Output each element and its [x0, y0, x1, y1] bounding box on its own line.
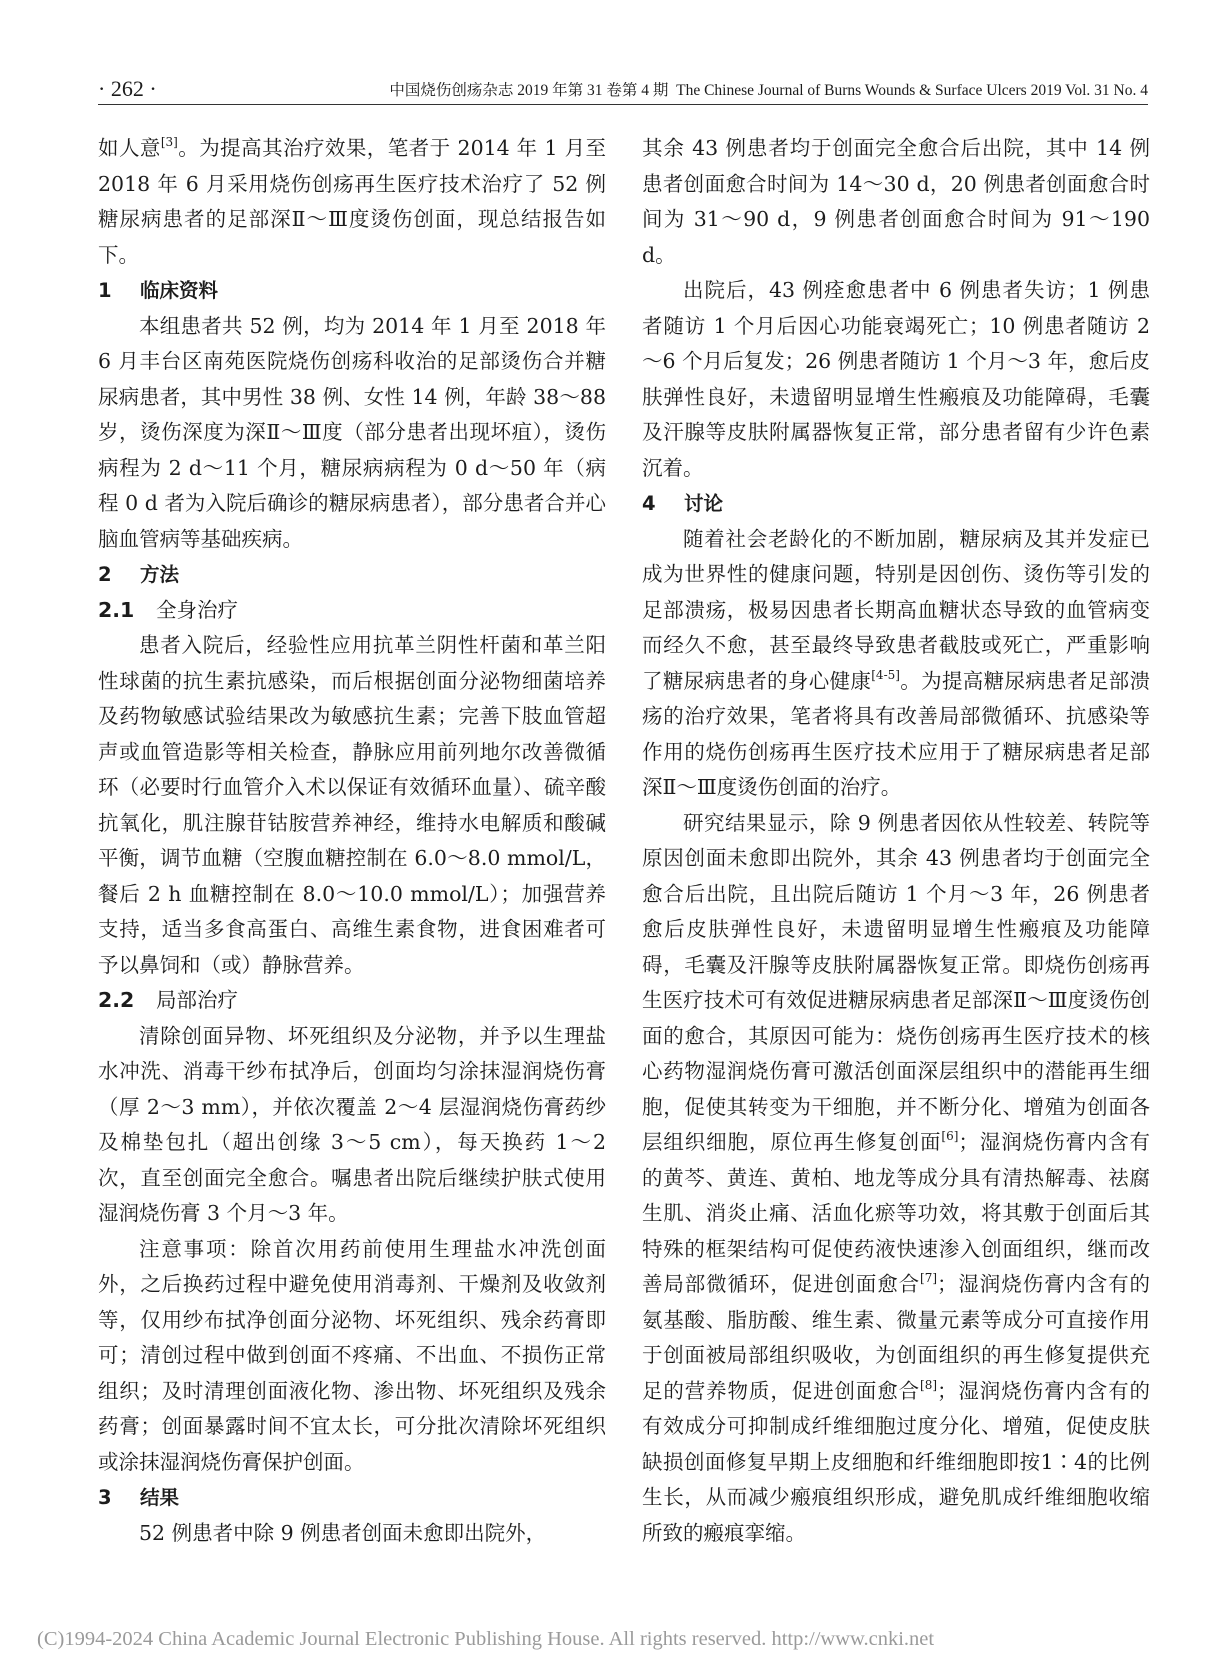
- citation-ref: [7]: [920, 1271, 938, 1285]
- results-paragraph-continued: 其余 43 例患者均于创面完全愈合后出院，其中 14 例患者创面愈合时间为 14～30 d，20 例患者创面愈合时间为 31～90 d，9 例患者创面愈合时间为 91～190 d。: [642, 136, 1150, 267]
- intro-paragraph: 如人意[3]。为提高其治疗效果，笔者于 2014 年 1 月至 2018 年 6 月采用烧伤创疡再生医疗技术治疗了 52 例糖尿病患者的足部深Ⅱ～Ⅲ度烫伤创面，现总结报告如下。: [98, 135, 607, 267]
- clinical-paragraph: 本组患者共 52 例，均为 2014 年 1 月至 2018 年 6 月丰台区南苑医院烧伤创疡科收治的足部烫伤合并糖尿病患者，其中男性 38 例、女性 14 例，年龄 38～88 岁，烫伤深度为深Ⅱ～Ⅲ度（部分患者出现坏疽），烫伤病程为 2 d～11 个月，糖尿病病程为 0 d～50 年（病程 0 d 者为入院后确诊的糖尿病患者），部分患者合并心脑血管病等基础疾病。: [98, 313, 606, 551]
- subsection-heading-systemic: 2.1 全身治疗: [98, 597, 238, 622]
- page-header: [98, 72, 1148, 106]
- right-column: [642, 131, 1150, 1551]
- citation-ref: [6]: [941, 1129, 959, 1143]
- notes-paragraph: 注意事项：除首次用药前使用生理盐水冲洗创面外，之后换药过程中避免使用消毒剂、干燥剂及收敛剂等，仅用纱布拭净创面分泌物、坏死组织、残余药膏即可；清创过程中做到创面不疼痛、不出血、不损伤正常组织；及时清理创面液化物、渗出物、坏死组织及残余药膏；创面暴露时间不宜太长，可分批次清除坏死组织或涂抹湿润烧伤膏保护创面。: [98, 1236, 606, 1474]
- left-column: [98, 131, 606, 1551]
- header-rule: [98, 104, 1148, 105]
- running-head: [389, 78, 1148, 100]
- section-heading-clinical: 1 临床资料: [98, 279, 219, 302]
- citation-ref: [4-5]: [871, 667, 900, 682]
- local-treatment-paragraph: 清除创面异物、坏死组织及分泌物，并予以生理盐水冲洗、消毒干纱布拭净后，创面均匀涂抹湿润烧伤膏（厚 2～3 mm），并依次覆盖 2～4 层湿润烧伤膏药纱及棉垫包扎（超出创缘 3～5 cm），每天换药 1～2 次，直至创面完全愈合。嘱患者出院后继续护肤式使用湿润烧伤膏 3 个月～3 年。: [98, 1023, 606, 1225]
- discussion-paragraph-2: 研究结果显示，除 9 例患者因依从性较差、转院等原因创面未愈即出院外，其余 43 例患者均于创面完全愈合后出院，且出院后随访 1 个月～3 年，26 例患者愈后皮肤弹性良好，未遗留明显增生性瘢痕及功能障碍，毛囊及汗腺等皮肤附属器恢复正常。即烧伤创疡再生医疗技术可有效促进糖尿病患者足部深Ⅱ～Ⅲ度烫伤创面的愈合，其原因可能为：烧伤创疡再生医疗技术的核心药物湿润烧伤膏可激活创面深层组织中的潜能再生细胞，促使其转变为干细胞，并不断分化、增殖为创面各层组织细胞，原位再生修复创面[6]；湿润烧伤膏内含有的黄芩、黄连、黄柏、地龙等成分具有清热解毒、祛腐生肌、消炎止痛、活血化瘀等功效，将其敷于创面后其特殊的框架结构可促使药液快速渗入创面组织，继而改善局部微循环，促进创面愈合[7]；湿润烧伤膏内含有的氨基酸、脂肪酸、维生素、微量元素等成分可直接作用于创面被局部组织吸收，为创面组织的再生修复提供充足的营养物质，促进创面愈合[8]；湿润烧伤膏内含有的有效成分可抑制成纤维细胞过度分化、增殖，促使皮肤缺损创面修复早期上皮细胞和纤维细胞即按1∶4的比例生长，从而减少瘢痕组织形成，避免肌成纤维细胞收缩所致的瘢痕挛缩。: [642, 810, 1151, 1545]
- citation-ref: [8]: [920, 1377, 938, 1392]
- journal-title-zh: 中国烧伤创疡杂志 2019 年第 31 卷第 4 期: [389, 82, 669, 99]
- section-heading-discussion: 4 讨论: [642, 492, 724, 515]
- section-heading-results: 3 结果: [98, 1486, 180, 1509]
- copyright-footer: (C)1994-2024 China Academic Journal Electronic Publishing House. All rights reserved. http://www.cnki.net: [37, 1628, 935, 1650]
- section-heading-methods: 2 方法: [98, 563, 180, 586]
- page-number: · 262 ·: [98, 76, 157, 101]
- discussion-paragraph-1: 随着社会老龄化的不断加剧，糖尿病及其并发症已成为世界性的健康问题，特别是因创伤、烫伤等引发的足部溃疡，极易因患者长期高血糖状态导致的血管病变而经久不愈，甚至最终导致患者截肢或死亡，严重影响了糖尿病患者的身心健康[4-5]。为提高糖尿病患者足部溃疡的治疗效果，笔者将具有改善局部微循环、抗感染等作用的烧伤创疡再生医疗技术应用于了糖尿病患者足部深Ⅱ～Ⅲ度烫伤创面的治疗。: [642, 526, 1151, 799]
- results-paragraph-start: 52 例患者中除 9 例患者创面未愈即出院外，: [139, 1520, 547, 1545]
- followup-paragraph: 出院后，43 例痊愈患者中 6 例患者失访；1 例患者随访 1 个月后因心功能衰竭死亡；10 例患者随访 2～6 个月后复发；26 例患者随访 1 个月～3 年，愈后皮肤弹性良好，未遗留明显增生性瘢痕及功能障碍，毛囊及汗腺等皮肤附属器恢复正常，部分患者留有少许色素沉着。: [642, 278, 1150, 480]
- subsection-heading-local: 2.2 局部治疗: [98, 988, 238, 1012]
- journal-title-en: The Chinese Journal of Burns Wounds & Surface Ulcers 2019 Vol. 31 No. 4: [676, 82, 1148, 99]
- citation-ref: [3]: [160, 135, 178, 149]
- systemic-treatment-paragraph: 患者入院后，经验性应用抗革兰阴性杆菌和革兰阳性球菌的抗生素抗感染，而后根据创面分泌物细菌培养及药物敏感试验结果改为敏感抗生素；完善下肢血管超声或血管造影等相关检查，静脉应用前列地尔改善微循环（必要时行血管介入术以保证有效循环血量）、硫辛酸抗氧化，肌注腺苷钴胺营养神经，维持水电解质和酸碱平衡，调节血糖（空腹血糖控制在 6.0～8.0 mmol/L，餐后 2 h 血糖控制在 8.0～10.0 mmol/L）；加强营养支持，适当多食高蛋白、高维生素食物，进食困难者可予以鼻饲和（或）静脉营养。: [98, 633, 606, 977]
